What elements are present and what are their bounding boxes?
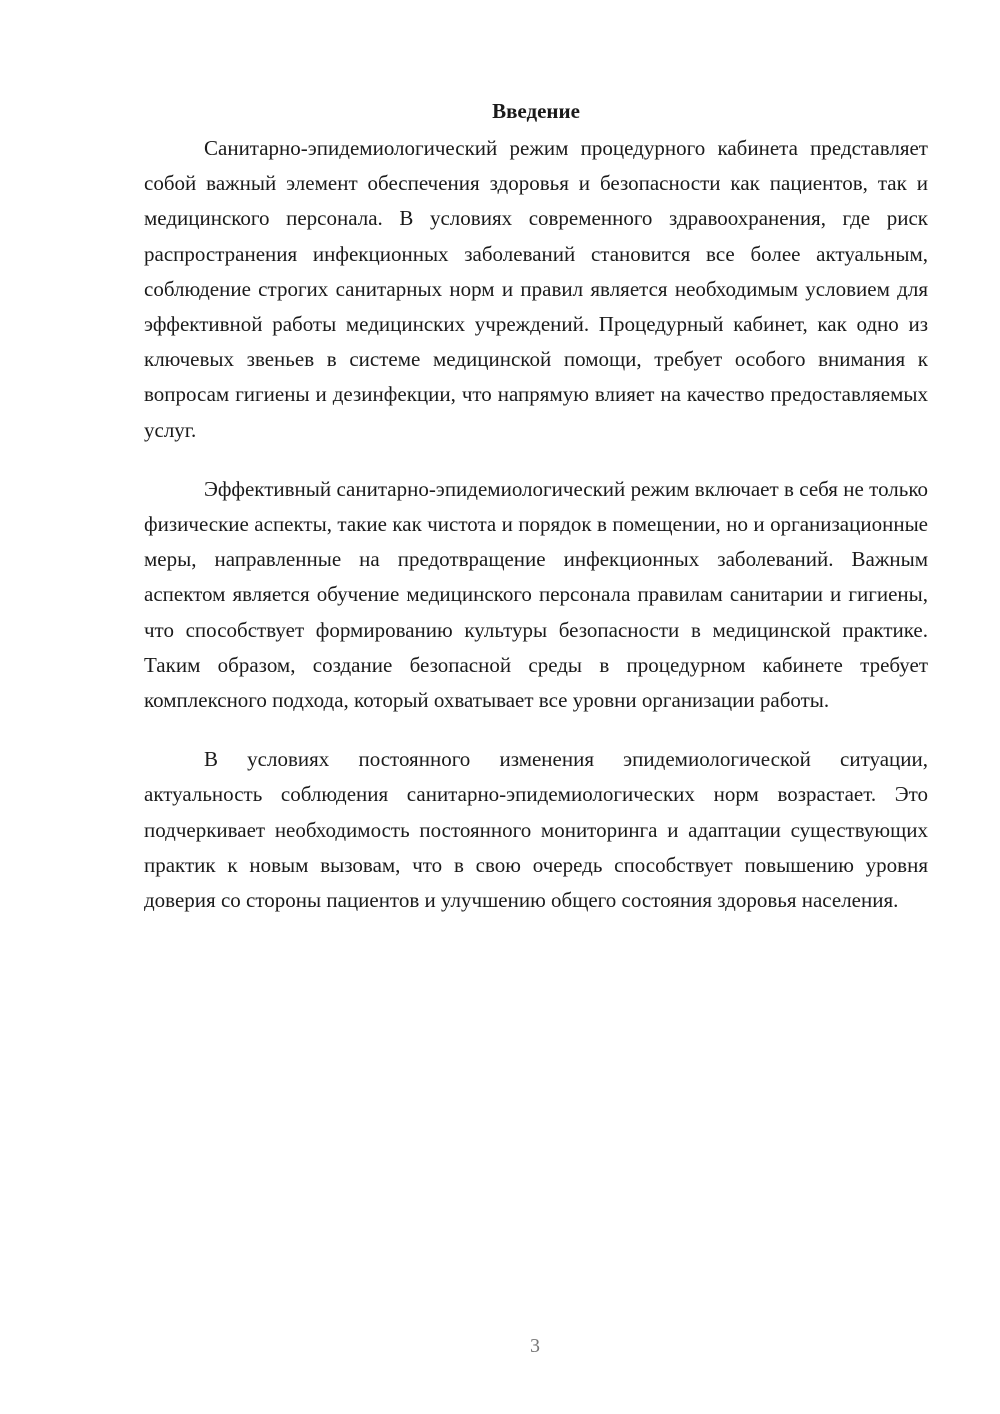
paragraph-2: Эффективный санитарно-эпидемиологический режим включает в себя не только физические аспекты, такие как чистота и порядок в помещении, но и организационные меры, направленные на предотвращение инфекционных заболеваний. Важным аспектом является обучение медицинского персонала правилам санитарии и гигиены, что способствует формированию культуры безопасности в медицинской практике. Таким образом, создание безопасной среды в процедурном кабинете требует комплексного подхода, который охватывает все уровни организации работы. [144,476,928,713]
page-number: 3 [530,1335,540,1357]
paragraph-1: Санитарно-эпидемиологический режим процедурного кабинета представляет собой важный элемент обеспечения здоровья и безопасности как пациентов, так и медицинского персонала. В условиях современного здравоохранения, где риск распространения инфекционных заболеваний становится все более актуальным, соблюдение строгих санитарных норм и правил является необходимым условием для эффективной работы медицинских учреждений. Процедурный кабинет, как одно из ключевых звеньев в системе медицинской помощи, требует особого внимания к вопросам гигиены и дезинфекции, что напрямую влияет на качество предоставляемых услуг. [144,136,928,442]
section-title: Введение [492,99,580,123]
paragraph-3: В условиях постоянного изменения эпидемиологической ситуации, актуальность соблюдения санитарно-эпидемиологических норм возрастает. Это подчеркивает необходимость постоянного мониторинга и адаптации существующих практик к новым вызовам, что в свою очередь способствует повышению уровня доверия со стороны пациентов и улучшению общего состояния здоровья населения. [144,747,928,913]
page-content [144,96,928,918]
